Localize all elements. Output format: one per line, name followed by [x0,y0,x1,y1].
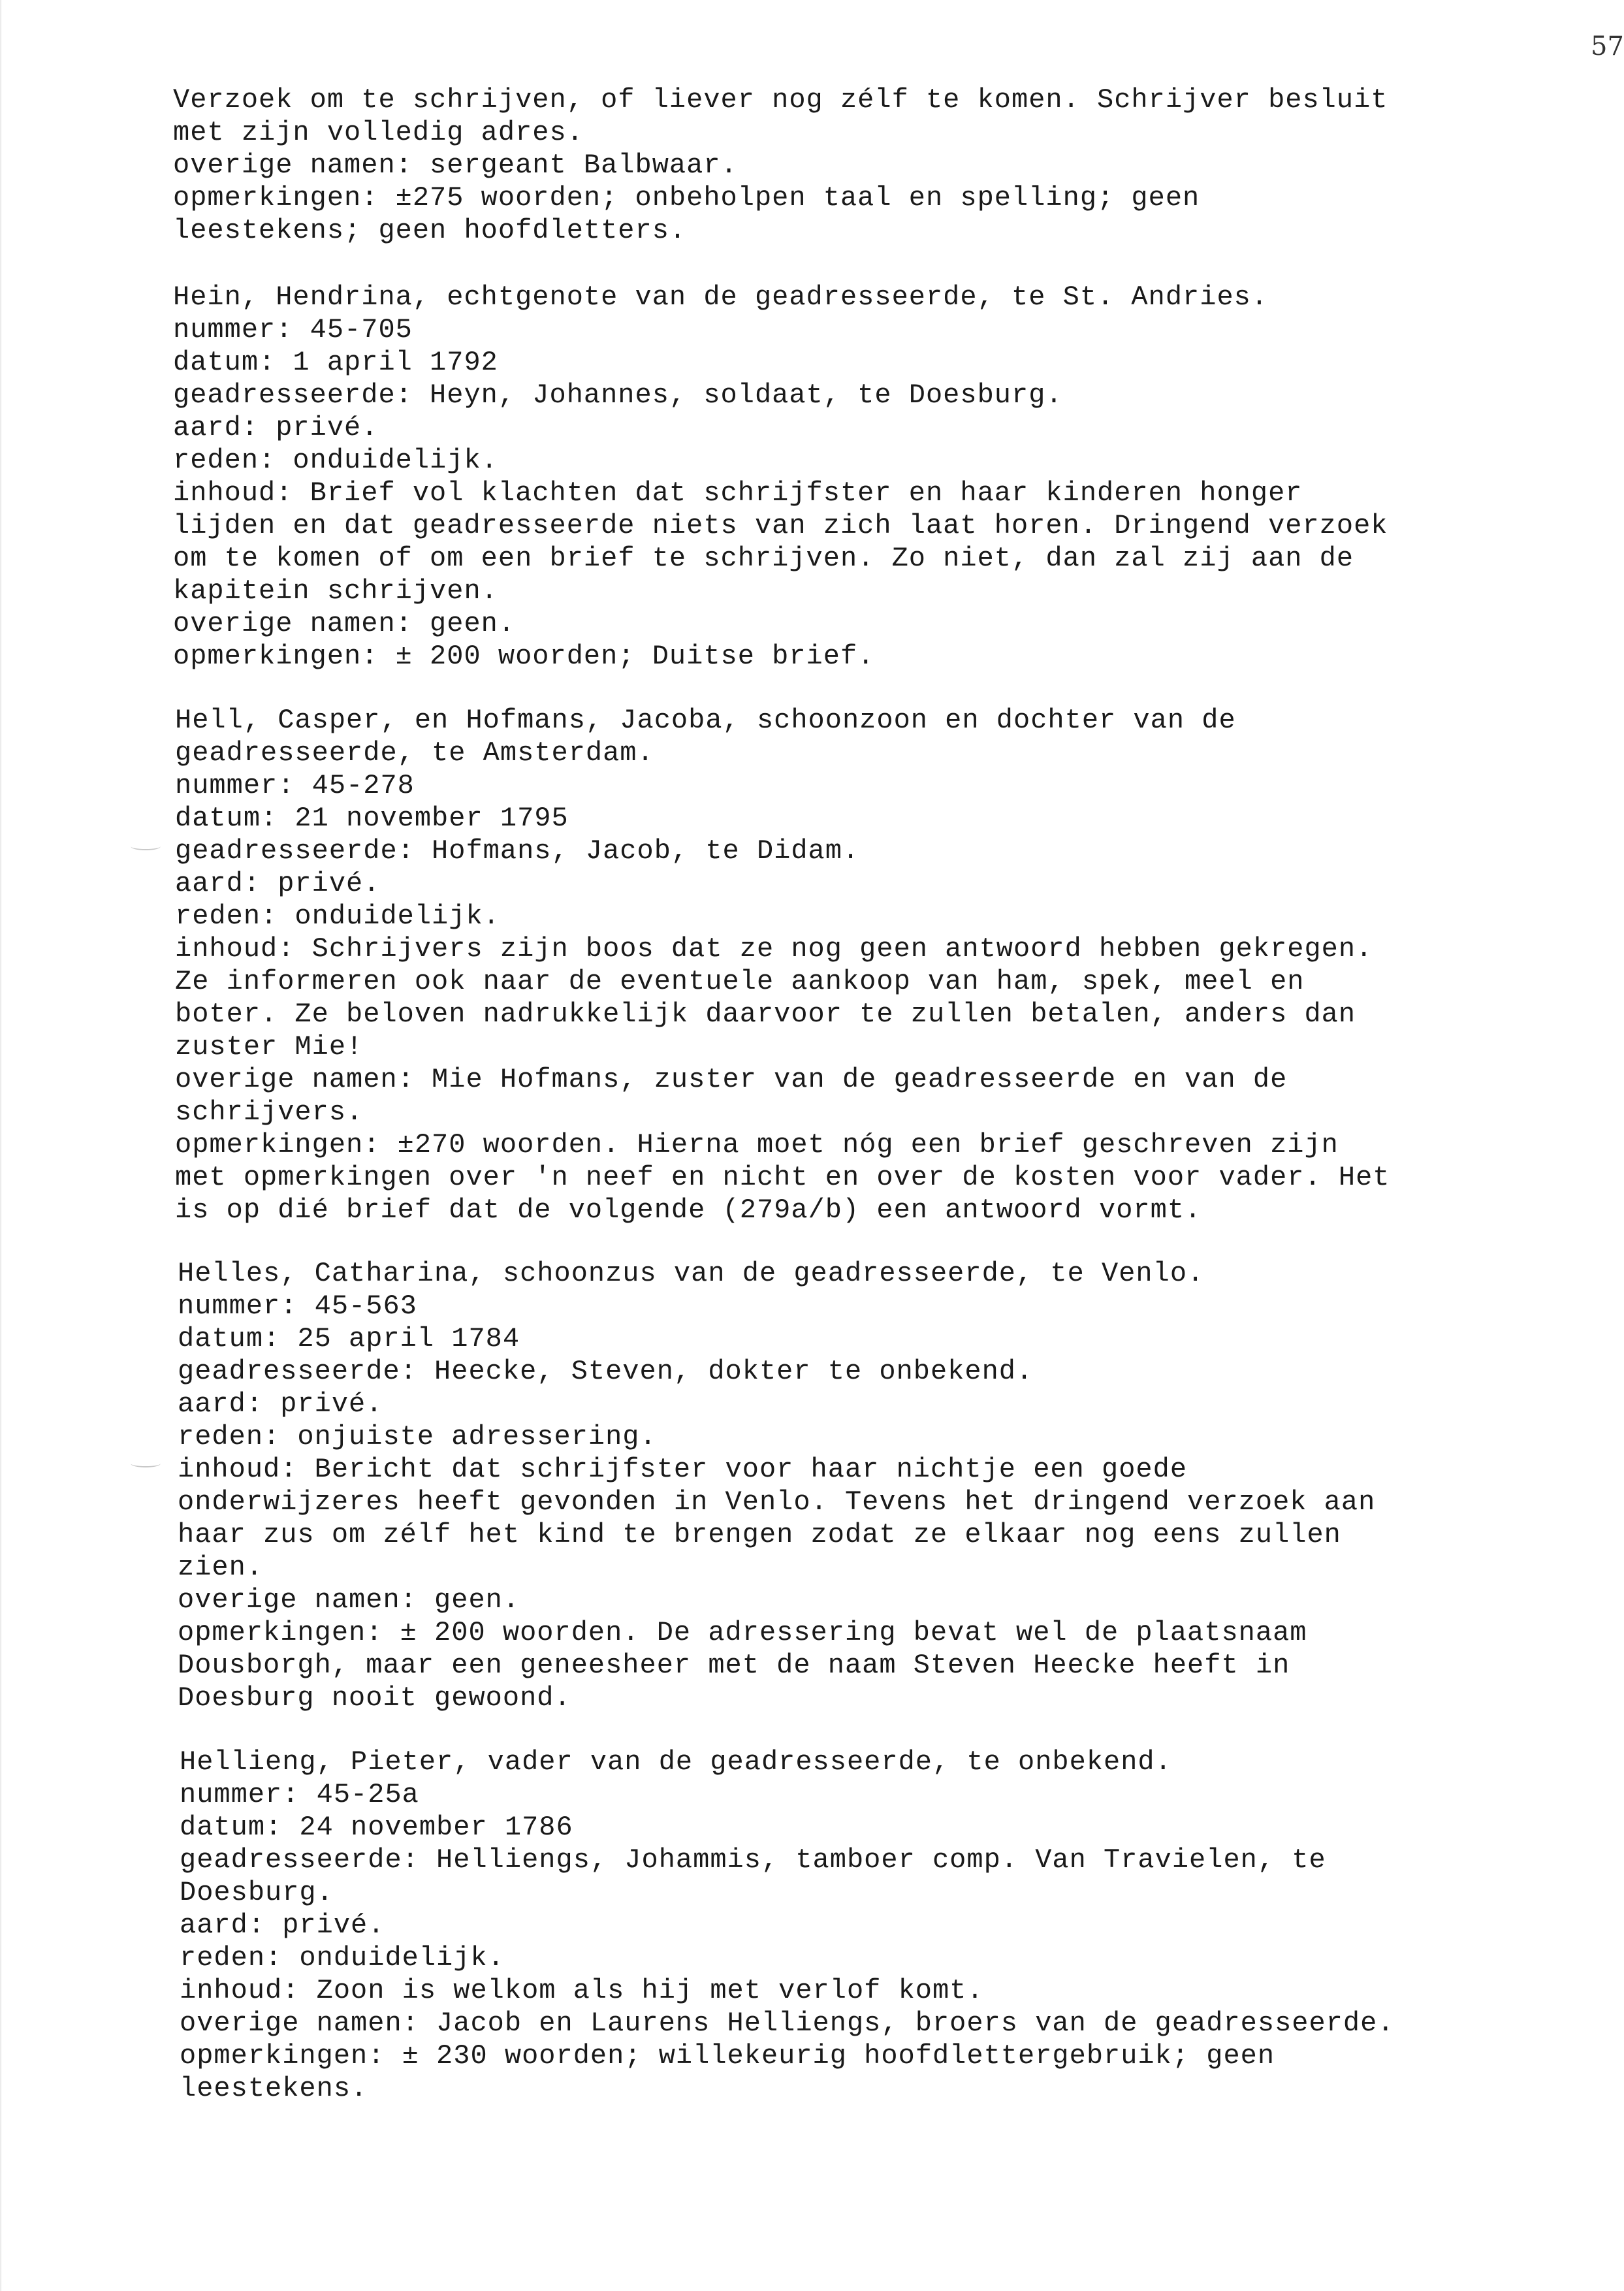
entry-content: inhoud: Schrijvers zijn boos dat ze nog geen antwoord hebben gekregen. [175,933,1373,965]
scan-mark [131,842,161,850]
text-line: opmerkingen: ±275 woorden; onbeholpen taal en spelling; geen [173,182,1200,214]
text-line: Verzoek om te schrijven, of liever nog zélf te komen. Schrijver besluit [173,84,1388,116]
entry-date: datum: 21 november 1795 [175,803,569,834]
entry-remarks: leestekens. [180,2073,368,2104]
entry-addressee: geadresseerde: Heecke, Steven, dokter te onbekend. [178,1356,1034,1387]
entry-other-names: overige namen: Jacob en Laurens Helliengs, broers van de geadresseerde. [180,2008,1395,2039]
entry-remarks: opmerkingen: ±270 woorden. Hierna moet nóg een brief geschreven zijn [175,1129,1339,1161]
entry-addressee: geadresseerde: Hofmans, Jacob, te Didam. [175,835,860,867]
entry-content: zien. [178,1552,264,1583]
continuation-block [173,84,1479,247]
entry-hellieng [180,1746,1486,2105]
entry-hein [173,281,1479,673]
entry-remarks: opmerkingen: ± 230 woorden; willekeurig hoofdlettergebruik; geen [180,2040,1275,2072]
scan-mark [131,1460,161,1467]
entry-remarks: opmerkingen: ± 200 woorden. De adressering bevat wel de plaatsnaam [178,1617,1307,1648]
entry-heading: Helles, Catharina, schoonzus van de geadresseerde, te Venlo. [178,1258,1205,1289]
entry-addressee: Doesburg. [180,1877,334,1908]
page-number: 57 [1591,31,1624,61]
entry-remarks: is op dié brief dat de volgende (279a/b) een antwoord vormt. [175,1194,1202,1226]
entry-type: aard: privé. [178,1388,383,1420]
entry-heading: Hellieng, Pieter, vader van de geadresseerde, te onbekend. [180,1746,1172,1778]
entry-content: boter. Ze beloven nadrukkelijk daarvoor te zullen betalen, anders dan [175,999,1356,1030]
entry-remarks: Doesburg nooit gewoond. [178,1682,571,1714]
entry-helles [178,1257,1484,1714]
entry-reason: reden: onjuiste adressering. [178,1421,657,1452]
entry-addressee: geadresseerde: Helliengs, Johammis, tamboer comp. Van Travielen, te [180,1844,1326,1876]
entry-content: kapitein schrijven. [173,575,498,607]
entry-heading: Hell, Casper, en Hofmans, Jacoba, schoonzoon en dochter van de [175,705,1236,736]
text-line: leestekens; geen hoofdletters. [173,215,687,246]
entry-date: datum: 1 april 1792 [173,347,498,378]
entry-content: inhoud: Bericht dat schrijfster voor haar nichtje een goede [178,1454,1188,1485]
entry-type: aard: privé. [175,868,381,899]
entry-other-names: overige namen: Mie Hofmans, zuster van de geadresseerde en van de [175,1064,1288,1095]
entry-date: datum: 24 november 1786 [180,1812,573,1843]
entry-heading: geadresseerde, te Amsterdam. [175,737,654,769]
entry-content: inhoud: Brief vol klachten dat schrijfster en haar kinderen honger [173,477,1303,509]
entry-number: nummer: 45-563 [178,1290,417,1322]
entry-date: datum: 25 april 1784 [178,1323,520,1354]
entry-content: inhoud: Zoon is welkom als hij met verlof komt. [180,1975,984,2006]
entry-reason: reden: onduidelijk. [180,1942,505,1974]
entry-remarks: Dousborgh, maar een geneesheer met de naam Steven Heecke heeft in [178,1650,1290,1681]
entry-content: zuster Mie! [175,1031,364,1063]
entry-remarks: opmerkingen: ± 200 woorden; Duitse brief. [173,641,875,672]
entry-reason: reden: onduidelijk. [175,901,500,932]
entry-other-names: overige namen: geen. [178,1584,520,1616]
entry-content: onderwijzeres heeft gevonden in Venlo. Tevens het dringend verzoek aan [178,1486,1376,1518]
entry-heading: Hein, Hendrina, echtgenote van de geadresseerde, te St. Andries. [173,281,1269,313]
entry-hell [175,704,1481,1226]
entry-other-names: schrijvers. [175,1097,364,1128]
entry-number: nummer: 45-705 [173,314,413,345]
entry-remarks: met opmerkingen over 'n neef en nicht en over de kosten voor vader. Het [175,1162,1390,1193]
entry-type: aard: privé. [180,1910,385,1941]
text-line: met zijn volledig adres. [173,117,584,148]
scan-edge [0,0,2,2291]
entry-other-names: overige namen: geen. [173,608,516,639]
entry-content: Ze informeren ook naar de eventuele aankoop van ham, spek, meel en [175,966,1305,997]
entry-content: lijden en dat geadresseerde niets van zich laat horen. Dringend verzoek [173,510,1388,541]
entry-content: haar zus om zélf het kind te brengen zodat ze elkaar nog eens zullen [178,1519,1341,1550]
entry-number: nummer: 45-25a [180,1779,419,1810]
entry-reason: reden: onduidelijk. [173,445,498,476]
entry-content: om te komen of om een brief te schrijven. Zo niet, dan zal zij aan de [173,543,1354,574]
entry-number: nummer: 45-278 [175,770,415,801]
entry-addressee: geadresseerde: Heyn, Johannes, soldaat, te Doesburg. [173,379,1063,411]
text-line: overige namen: sergeant Balbwaar. [173,150,738,181]
entry-type: aard: privé. [173,412,379,443]
